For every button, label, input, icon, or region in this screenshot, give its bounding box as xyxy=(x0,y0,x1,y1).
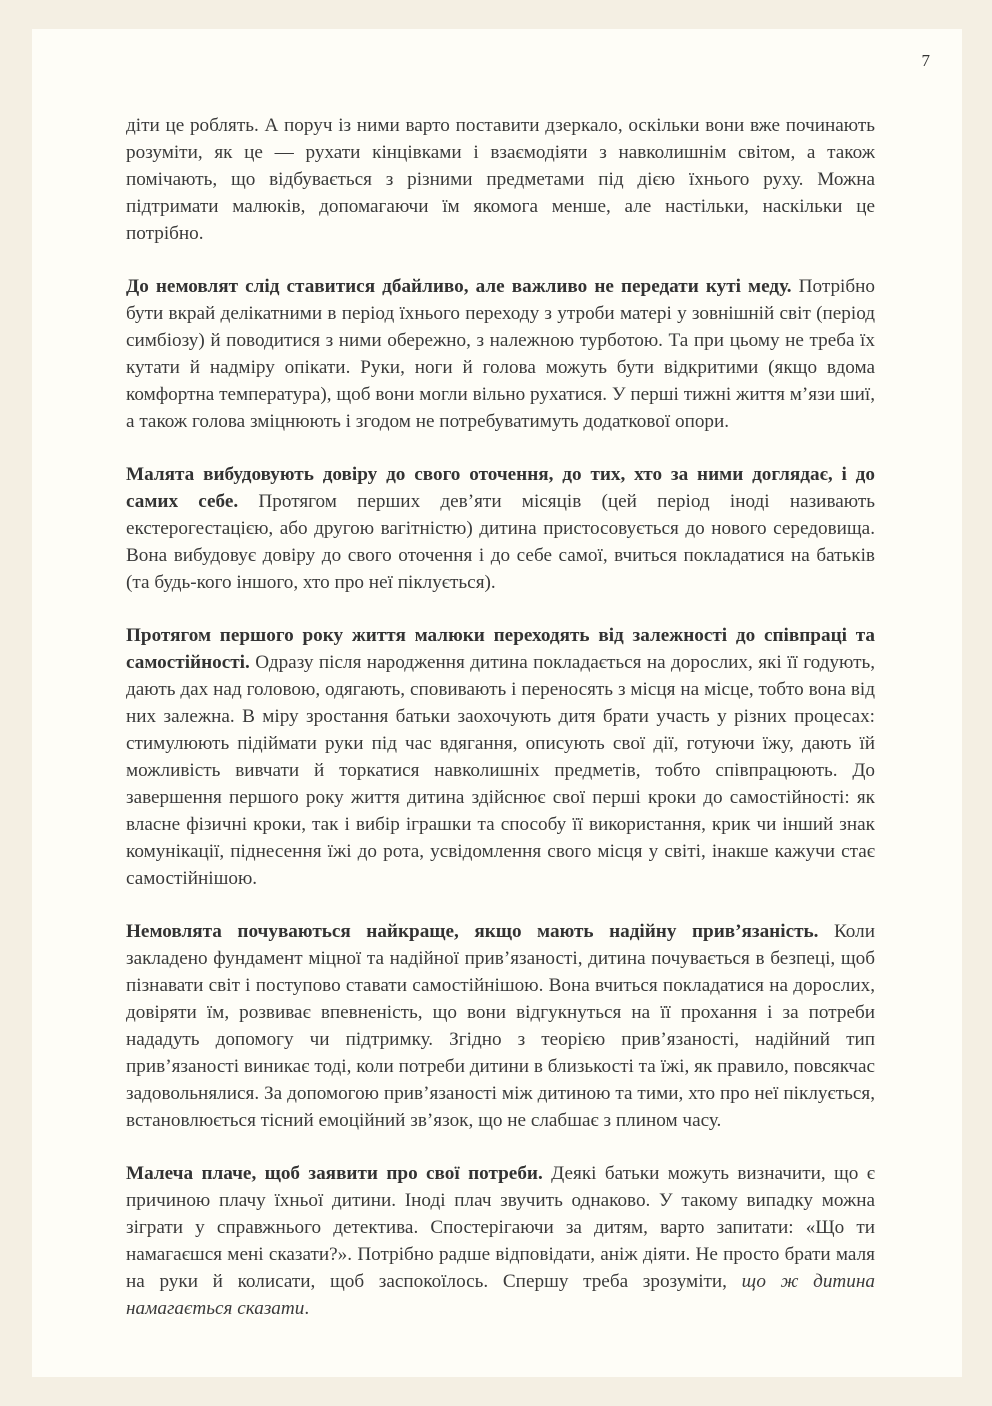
paragraph-6-italic: що ж дитина намагається сказати xyxy=(126,1271,875,1319)
paragraph-3-text: Протягом перших дев’яти місяців (цей період іноді називають екстерогестацією, або другою вагітністю) дитина пристосовується до нового середовища. Вона вибудовує довіру до свого оточення і до себе самої, вчиться покладатися на батьків (та будь-кого іншого, хто про неї піклується). xyxy=(126,491,875,593)
paragraph-1-text: діти це роблять. А поруч із ними варто поставити дзеркало, оскільки вони вже починають розуміти, як це — рухати кінцівками і взаємодіяти з навколишнім світом, а також помічають, що відбувається з різними предметами під дією їхнього руху. Можна підтримати малюків, допомагаючи їм якомога менше, але настільки, наскільки це потрібно. xyxy=(126,115,875,244)
paragraph-6-lead: Малеча плаче, щоб заявити про свої потреби. xyxy=(126,1163,543,1184)
page-number: 7 xyxy=(921,51,930,70)
paragraph-4 xyxy=(126,622,875,892)
paragraph-2-text: Потрібно бути вкрай делікатними в період їхнього переходу з утроби матері у зовнішній світ (період симбіозу) й поводитися з ними обережно, з належною турботою. Та при цьому не треба їх кутати й надміру опікати. Руки, ноги й голова можуть бути відкритими (якщо вдома комфортна температура), щоб вони могли вільно рухатися. У перші тижні життя м’язи шиї, а також голова зміцнюють і згодом не потребуватимуть додаткової опори. xyxy=(126,276,876,432)
page xyxy=(32,29,962,1377)
paragraph-6 xyxy=(126,1160,875,1322)
paragraph-6-text: Деякі батьки можуть визначити, що є причиною плачу їхньої дитини. Іноді плач звучить однаково. У такому випадку можна зіграти у справжнього детектива. Спостерігаючи за дитям, варто запитати: «Що ти намагаєшся мені сказати?». Потрібно радше відповідати, аніж діяти. Не просто брати маля на руки й колисати, щоб заспокоїлось. Спершу треба зрозуміти, xyxy=(126,1163,875,1292)
paragraph-4-text: Одразу після народження дитина покладається на дорослих, які її годують, дають дах над головою, одягають, сповивають і переносять з місця на місце, тобто вона від них залежна. В міру зростання батьки заохочують дитя брати участь у різних процесах: стимулюють підіймати руки під час вдягання, описують свої дії, готуючи їжу, дають їй можливість вивчати й торкатися навколишніх предметів, тобто співпрацюють. До завершення першого року життя дитина здійснює свої перші кроки до самостійності: як власне фізичні кроки, так і вибір іграшки та способу її використання, крик чи інший знак комунікації, піднесення їжі до рота, усвідомлення свого місця у світі, інакше кажучи стає самостійнішою. xyxy=(126,652,875,889)
paragraph-6-end: . xyxy=(304,1298,310,1319)
paragraph-1 xyxy=(126,112,875,247)
paragraph-4-lead: Протягом першого року життя малюки переходять від залежності до співпраці та самостійності. xyxy=(126,625,875,673)
body-text xyxy=(126,112,875,1348)
paragraph-5 xyxy=(126,918,875,1134)
paragraph-3 xyxy=(126,461,875,596)
paragraph-5-lead: Немовлята почуваються найкраще, якщо мають надійну прив’язаність. xyxy=(126,921,819,942)
paragraph-5-text: Коли закладено фундамент міцної та надійної прив’язаності, дитина почувається в безпеці, щоб пізнавати світ і поступово ставати самостійнішою. Вона вчиться покладатися на дорослих, довіряти їм, розвиває впевненість, що вони відгукнуться на її прохання і за потреби нададуть допомогу чи підтримку. Згідно з теорією прив’язаності, надійний тип прив’язаності виникає тоді, коли потреби дитини в близькості та їжі, як правило, повсякчас задовольнялися. За допомогою прив’язаності між дитиною та тими, хто про неї піклується, встановлюється тісний емоційний зв’язок, що не слабшає з плином часу. xyxy=(126,921,875,1131)
paragraph-3-lead: Малята вибудовують довіру до свого оточення, до тих, хто за ними доглядає, і до самих себе. xyxy=(126,464,875,512)
paragraph-2 xyxy=(126,273,875,435)
paragraph-2-lead: До немовлят слід ставитися дбайливо, але важливо не передати куті меду. xyxy=(126,276,792,297)
